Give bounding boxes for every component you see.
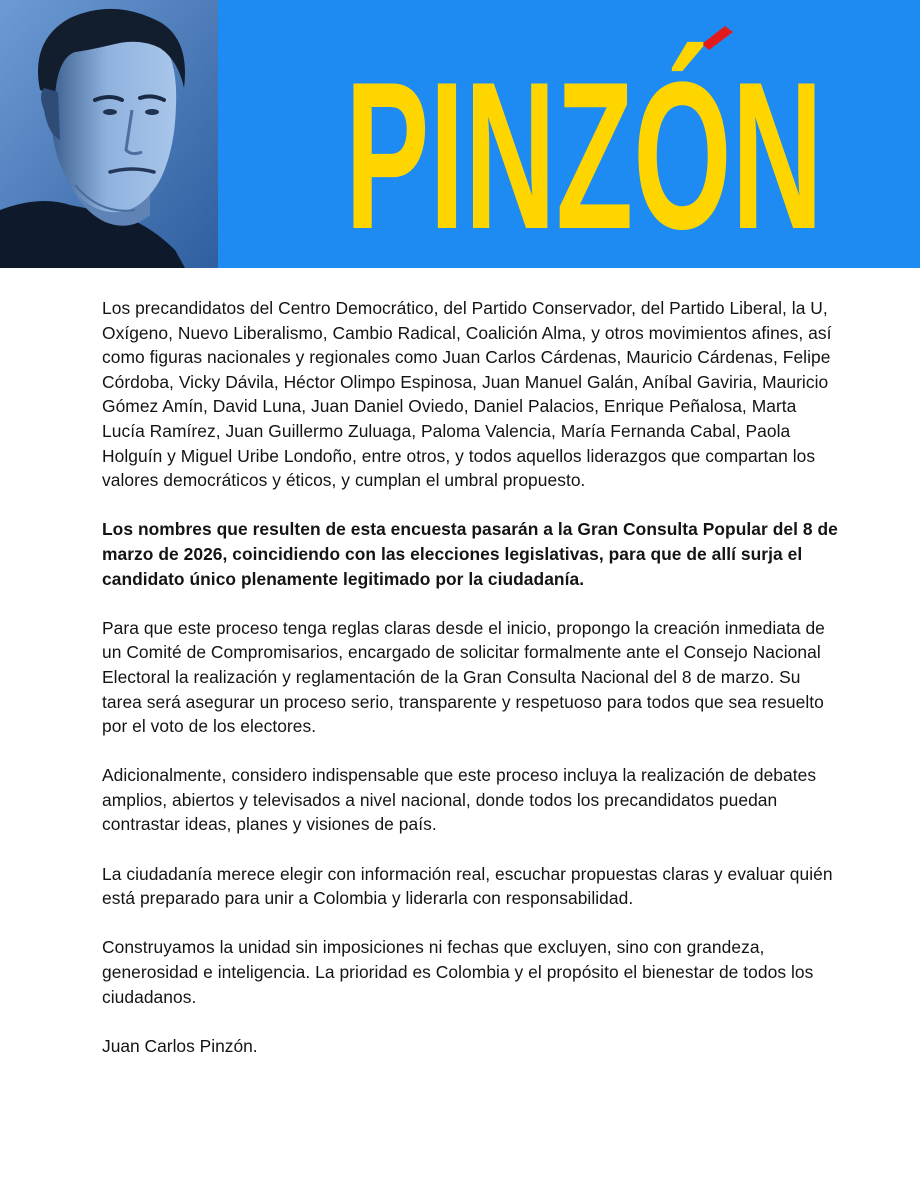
paragraph-comite: Para que este proceso tenga reglas claras desde el inicio, propongo la creación inmediata de un Comité de Compromisarios, encargado de solicitar formalmente ante el Consejo Nacional Electoral la realización y reglamentación de la Gran Consulta Nacional del 8 de marzo. Su tarea será asegurar un proceso serio, transparente y respetuoso para todos que sea resuelto por el voto de los electores. [102, 617, 825, 737]
paragraph-unidad: Construyamos la unidad sin imposiciones ni fechas que excluyen, sino con grandeza, generosidad e inteligencia. La prioridad es Colombia y el propósito el bienestar de todos los ciudadanos. [102, 937, 814, 1007]
paragraph-precandidates: Los precandidatos del Centro Democrático, del Partido Conservador, del Partido Liberal, la U, Oxígeno, Nuevo Liberalismo, Cambio Radical, Coalición Alma, y otros movimientos afines, así como figuras nacionales y regionales como Juan Carlos Cárdenas, Mauricio Cárdenas, Felipe Córdoba, Vicky Dávila, Héctor Olimpo Espinosa, Juan Manuel Galán, Aníbal Gaviria, Mauricio Gómez Amín, David Luna, Juan Daniel Oviedo, Daniel Palacios, Enrique Peñalosa, Marta Lucía Ramírez, Juan Guillermo Zuluaga, Paloma Valencia, María Fernanda Cabal, Paola Holguín y Miguel Uribe Londoño, entre otros, y todos aquellos liderazgos que compartan los valores democráticos y éticos, y cumplan el umbral propuesto. [102, 298, 832, 491]
signature: Juan Carlos Pinzón. [102, 1035, 258, 1056]
paragraph-consulta-popular: Los nombres que resulten de esta encuesta pasarán a la Gran Consulta Popular del 8 de marzo de 2026, coincidiendo con las elecciones legislativas, para que de allí surja el candidato único plenamente legitimado por la ciudadanía. [102, 519, 838, 589]
paragraph-debates: Adicionalmente, considero indispensable que este proceso incluya la realización de debates amplios, abiertos y televisados a nivel nacional, donde todos los precandidatos puedan contrastar ideas, planes y visiones de país. [102, 765, 817, 835]
candidate-portrait [0, 0, 218, 268]
wordmark-text: PINZÓN [345, 38, 823, 268]
candidate-wordmark [345, 38, 825, 268]
header-banner [0, 0, 920, 268]
paragraph-ciudadania: La ciudadanía merece elegir con información real, escuchar propuestas claras y evaluar quién está preparado para unir a Colombia y liderarla con responsabilidad. [102, 863, 833, 909]
letter-body [102, 296, 842, 1058]
portrait-illustration [0, 0, 218, 268]
